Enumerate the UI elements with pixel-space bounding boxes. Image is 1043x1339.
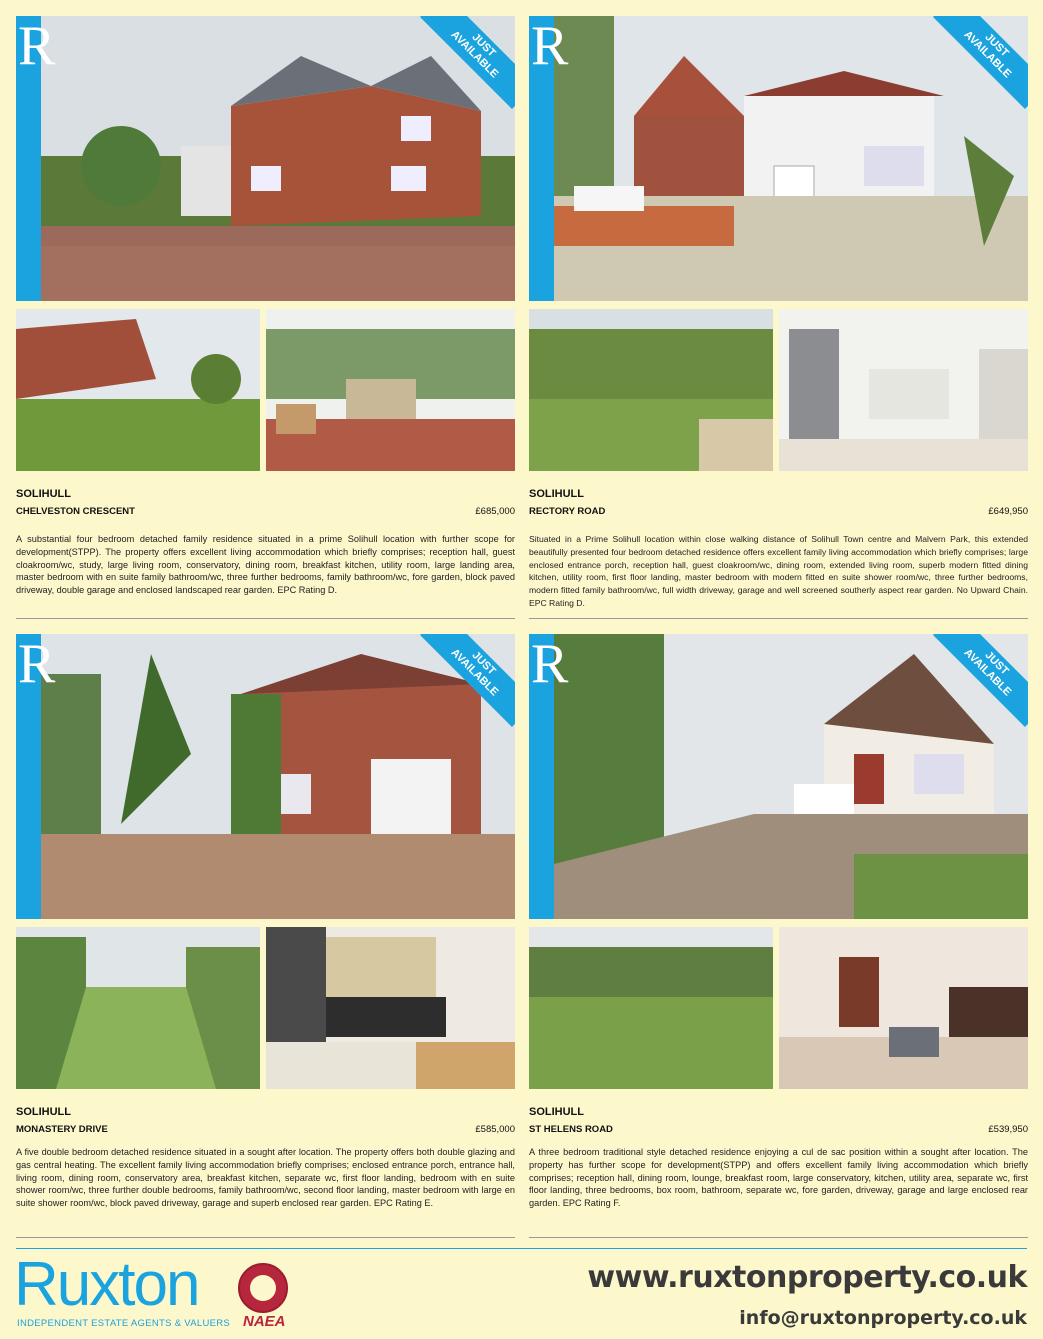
listing-card[interactable] <box>529 16 1028 622</box>
listing-street[interactable]: CHELVESTON CRESCENT <box>16 506 135 517</box>
divider <box>16 1237 515 1238</box>
garden-photo <box>529 927 773 1089</box>
just-available-ribbon: JUST AVAILABLE <box>405 634 515 744</box>
brand-r-logo: R <box>18 16 56 77</box>
brand-r-logo: R <box>531 634 569 695</box>
naea-seal-icon <box>238 1263 288 1313</box>
listing-card[interactable] <box>529 634 1028 1240</box>
listing-location: SOLIHULL <box>16 1106 71 1118</box>
garden-photo <box>529 309 773 471</box>
listing-street[interactable]: RECTORY ROAD <box>529 506 606 517</box>
brand-r-logo: R <box>18 634 56 695</box>
kitchen-photo <box>266 927 515 1089</box>
listing-street[interactable]: MONASTERY DRIVE <box>16 1124 108 1135</box>
email-link[interactable]: info@ruxtonproperty.co.uk <box>739 1307 1027 1329</box>
listing-street[interactable]: ST HELENS ROAD <box>529 1124 613 1135</box>
just-available-ribbon: JUST AVAILABLE <box>918 16 1028 126</box>
listing-price: £585,000 <box>475 1124 515 1135</box>
brand-r-logo: R <box>531 16 569 77</box>
listing-card[interactable] <box>16 16 515 622</box>
listing-price: £539,950 <box>988 1124 1028 1135</box>
brand-side-bar <box>529 634 569 919</box>
conservatory-photo <box>266 309 515 471</box>
footer-divider <box>16 1248 1027 1249</box>
brand-side-bar <box>16 16 56 301</box>
property-main-photo[interactable] <box>529 634 1028 919</box>
divider <box>529 1237 1028 1238</box>
brand-side-bar <box>16 634 56 919</box>
garden-photo <box>16 309 260 471</box>
listing-description: Situated in a Prime Solihull location within close walking distance of Solihull Town centre and Malvern Park, this extended beautifully presented four bedroom detached residence offers excellent family living accommodation which briefly comprises; large enclosed entrance porch, reception hall, guest cloakroom/wc, dining room, extended living room, superb modern fitted dining kitchen, utility room, first floor landing, master bedroom with modern fitted en suite shower room/wc, three further bedrooms, modern fitted family bathroom/wc, full width driveway, garage and well screened southerly aspect rear garden. No Upward Chain. EPC Rating D. <box>529 534 1028 608</box>
just-available-ribbon: JUST AVAILABLE <box>918 634 1028 744</box>
listing-price: £649,950 <box>988 506 1028 517</box>
listing-description: A substantial four bedroom detached family residence situated in a prime Solihull location with further scope for development(STPP). The property offers excellent living accommodation which briefly comprises; reception hall, guest cloakroom/wc, study, large living room, conservatory, dining room, breakfast kitchen, utility room, large landing area, master bedroom with en suite family bathroom/wc, three further bedrooms, family bathroom/wc, fore garden, block paved driveway, double garage and enclosed landscaped rear garden. EPC Rating D. <box>16 534 515 596</box>
listing-price: £685,000 <box>475 506 515 517</box>
listing-location: SOLIHULL <box>16 488 71 500</box>
listing-description: A five double bedroom detached residence situated in a sought after location. The property offers both double glazing and gas central heating. The excellent family living accommodation briefly comprises; enclosed entrance porch, entrance hall, living room, dining room, conservatory area, breakfast kitchen, separate wc, first floor landing, bedroom with en suite shower room/wc, three further double bedrooms, family bathroom/wc, second floor landing, master bedroom with large en suite shower room/wc, block paved driveway, garage and superb enclosed rear garden. EPC Rating E. <box>16 1147 515 1209</box>
ruxton-logo[interactable]: Ruxton <box>14 1250 199 1319</box>
just-available-ribbon: JUST AVAILABLE <box>405 16 515 126</box>
website-link[interactable]: www.ruxtonproperty.co.uk <box>587 1260 1027 1295</box>
divider <box>16 618 515 619</box>
brand-tagline: INDEPENDENT ESTATE AGENTS & VALUERS <box>17 1318 231 1329</box>
kitchen-photo <box>779 309 1028 471</box>
divider <box>529 618 1028 619</box>
property-main-photo[interactable] <box>529 16 1028 301</box>
listing-description: A three bedroom traditional style detached residence enjoying a cul de sac position within a sought after location. The property has further scope for development(STPP) and offers excellent family living accommodation which briefly comprises; reception hall, dining room, lounge, breakfast room, large conservatory, kitchen, utility area, separate wc, first floor landing, three bedrooms, box room, bathroom, separate wc, fore garden, driveway, garage and large enclosed rear garden. EPC Rating F. <box>529 1147 1028 1209</box>
garden-photo <box>16 927 260 1089</box>
listing-location: SOLIHULL <box>529 1106 584 1118</box>
living-room-photo <box>779 927 1028 1089</box>
property-main-photo[interactable] <box>16 16 515 301</box>
property-main-photo[interactable] <box>16 634 515 919</box>
naea-logo: NAEA <box>243 1313 286 1330</box>
listing-location: SOLIHULL <box>529 488 584 500</box>
brand-side-bar <box>529 16 569 301</box>
listing-card[interactable] <box>16 634 515 1240</box>
